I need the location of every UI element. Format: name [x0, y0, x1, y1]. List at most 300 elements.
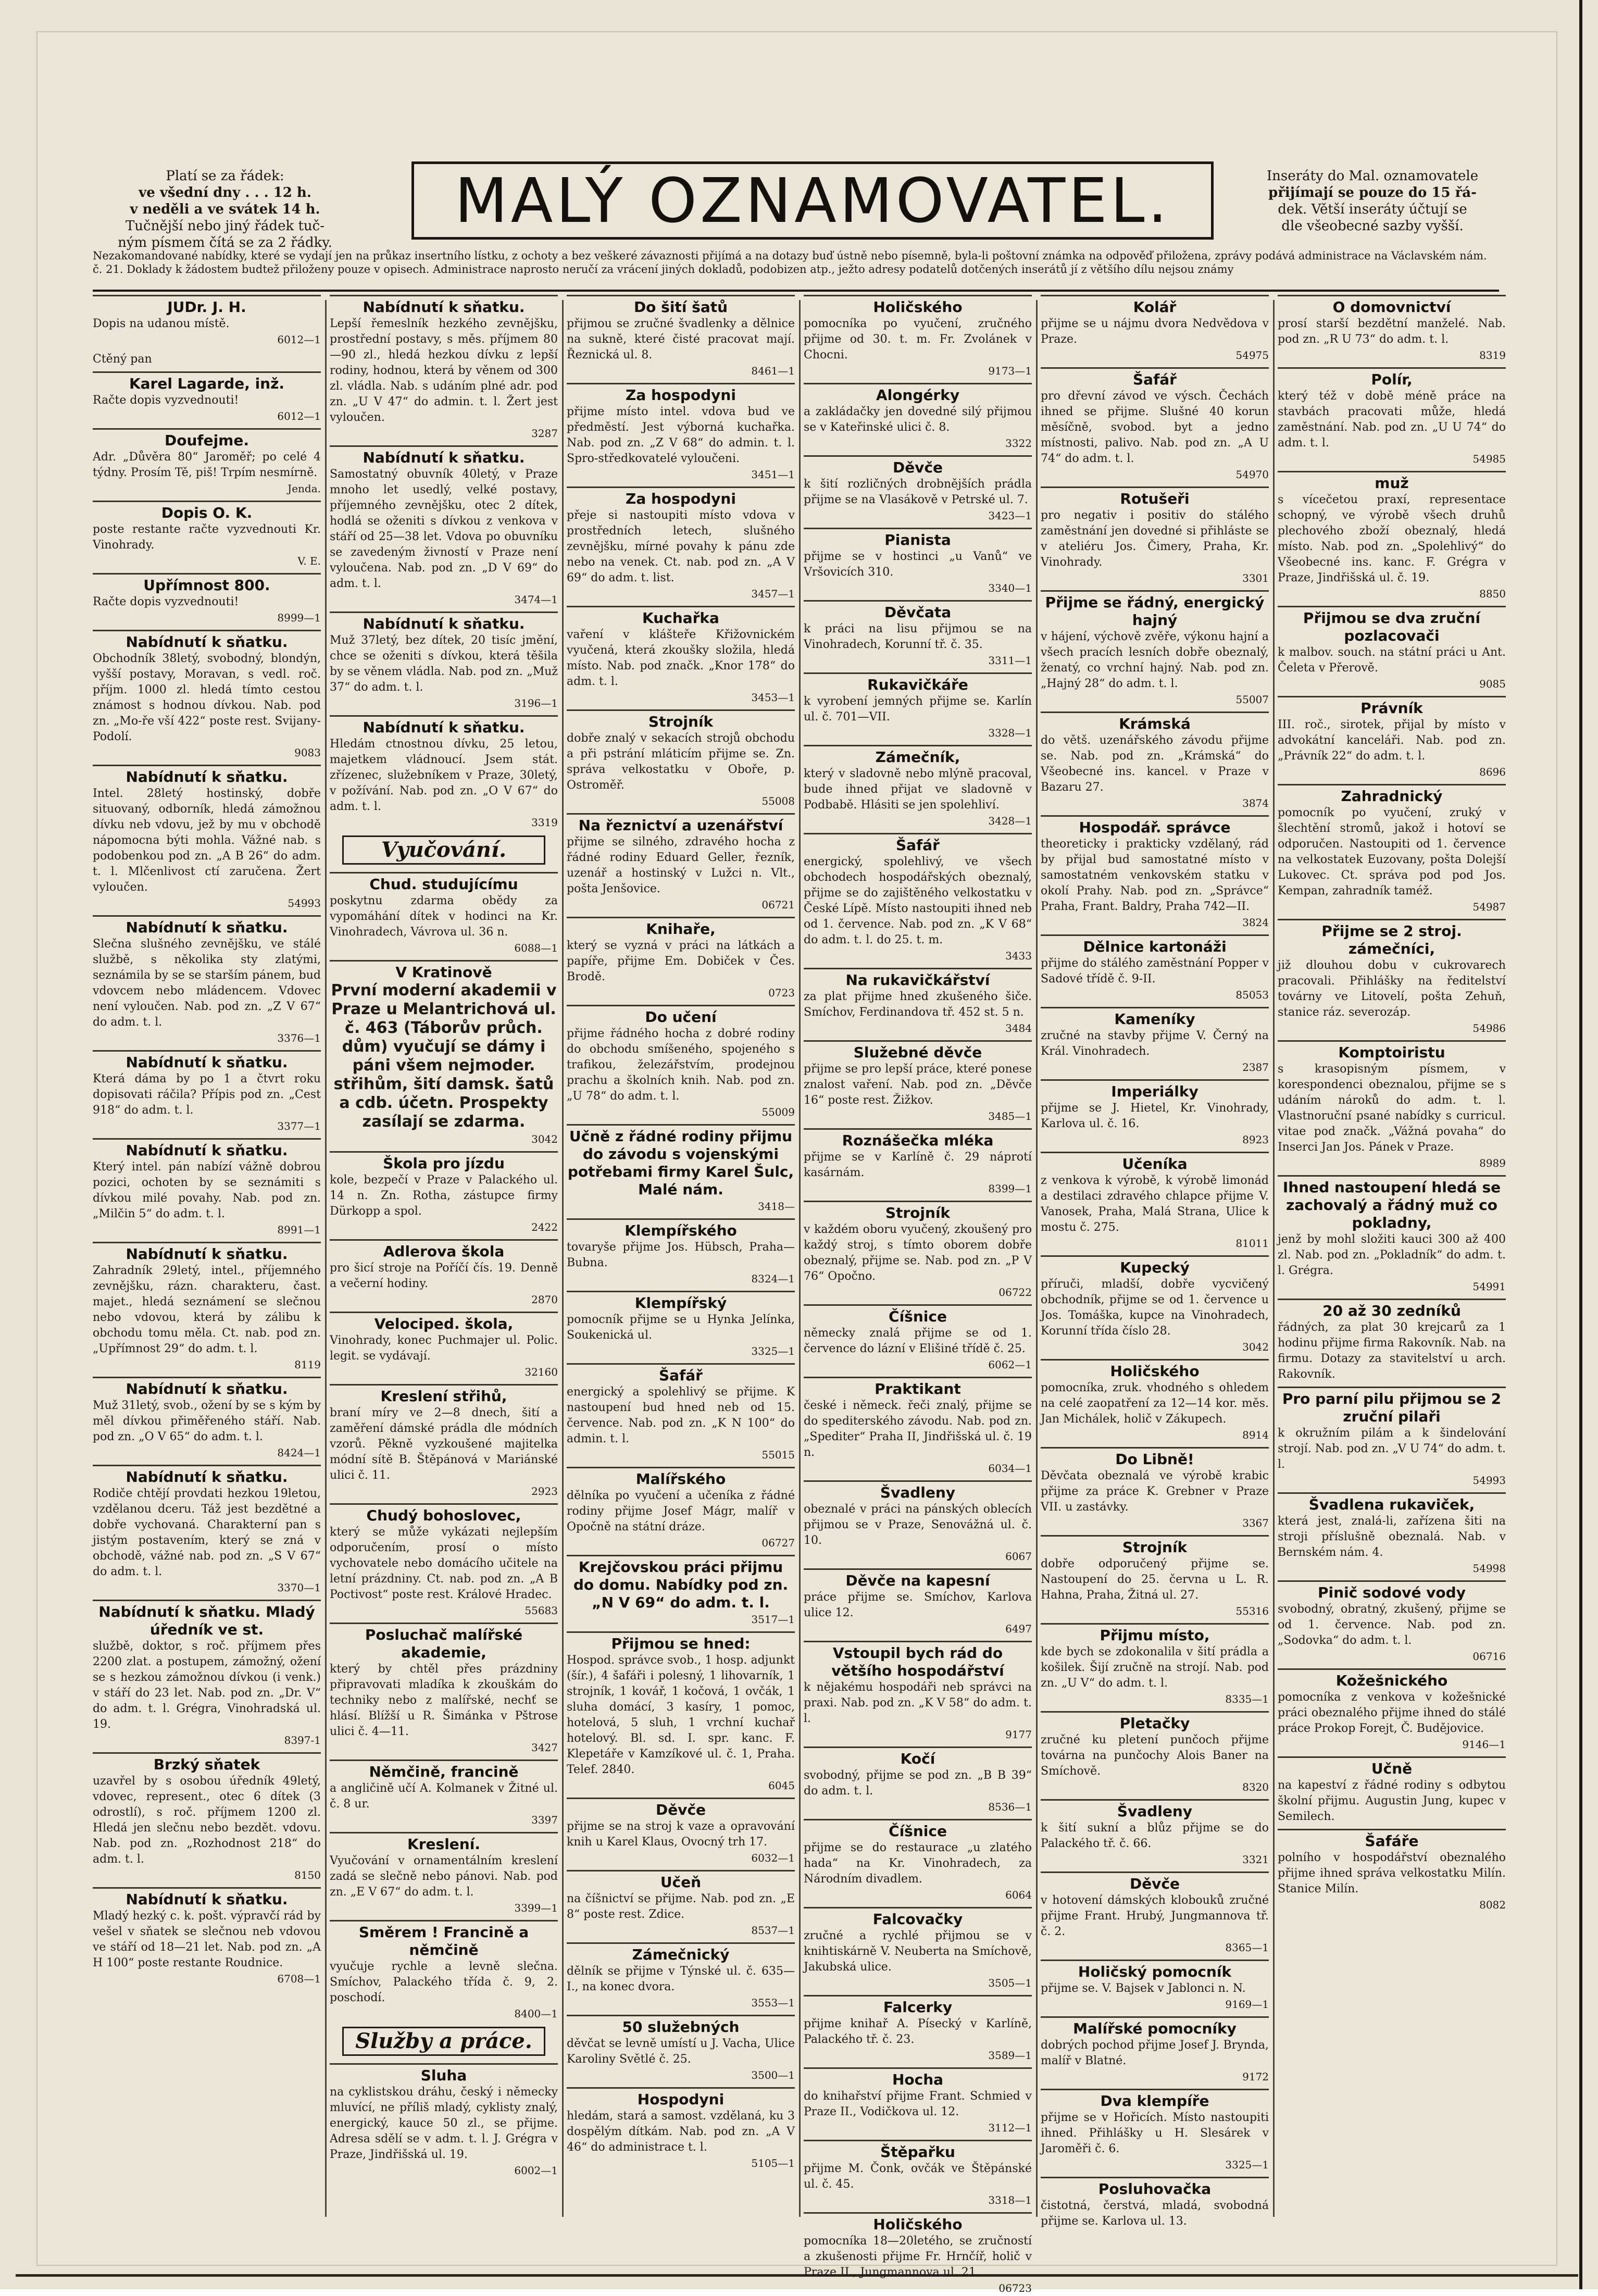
ad-heading: Alongérky: [804, 383, 1032, 404]
ad-heading: Zámečnický: [567, 1942, 795, 1964]
classified-ad: [567, 1555, 795, 1627]
ad-heading: Na rukavičkářství: [804, 968, 1032, 989]
ad-heading: Holičského: [804, 2212, 1032, 2233]
ad-code: 3318—1: [988, 2194, 1032, 2206]
ad-heading: muž: [1278, 471, 1506, 492]
classified-ad: [93, 371, 321, 424]
ad-heading: Klempířského: [567, 1218, 795, 1240]
ad-text: k malbov. souch. na státní práci u Ant. Čeleta v Přerově.: [1278, 646, 1506, 675]
ad-text: jenž by mohl složiti kauci 300 až 400 zl. Nab. pod zn. „Pokladník“ do adm. t. l. Grégra.: [1278, 1233, 1506, 1277]
ad-text: Dopis na udanou místě.: [93, 317, 230, 330]
ad-text: tovaryše přijme Jos. Hübsch, Praha—Bubna.: [567, 1241, 795, 1269]
classified-ad: [1278, 1040, 1506, 1171]
ad-heading: Posluhovačka: [1041, 2177, 1269, 2198]
classified-ad: [567, 383, 795, 482]
ad-text: pomocník po vyučení, zruký v šlechtění stromů, jakož i hotoví se odporučen. Nastoupiti od 1. července na velkostatek Euzovany, pošta Dolejší Lukovec. Ct. správa pod pod Jos. Kempan, zahradník taméž.: [1278, 806, 1506, 897]
ad-text: pomocníka, zruk. vhodného s ohledem na celé zaopatření za 12—14 kor. měs. Jan Michálek, holič v Zákupech.: [1041, 1381, 1269, 1426]
ad-heading: Přijmou se hned:: [567, 1631, 795, 1653]
classified-ad: [93, 1377, 321, 1461]
ad-code: 8335—1: [1225, 1693, 1269, 1705]
ad-heading: Nabídnutí k sňatku.: [330, 295, 558, 316]
ad-heading: Učeň: [567, 1870, 795, 1891]
ad-code: 3457—1: [751, 588, 795, 600]
ad-heading: Posluchač malířské akademie,: [330, 1623, 558, 1662]
ad-code: 54986: [1472, 1022, 1506, 1034]
classified-ad: [804, 1040, 1032, 1124]
classified-ad: [804, 1304, 1032, 1372]
ad-heading: Sluha: [330, 2063, 558, 2085]
ad-heading: Klempířský: [567, 1291, 795, 1312]
ad-code: 55316: [1235, 1605, 1269, 1617]
ad-code: 6012—1: [277, 333, 321, 346]
ad-code: 3453—1: [751, 691, 795, 704]
ad-text: Muž 37letý, bez dítek, 20 tisíc jmění, chce se oženiti s dívkou, která těšila by se věnem vládla. Nab. pod zn. „Muž 37“ do adm. t. l.: [330, 634, 558, 694]
ad-heading: Nabídnutí k sňatku.: [330, 445, 558, 467]
classified-ad: [93, 1138, 321, 1238]
ad-text: na cyklistskou dráhu, český i německy mluvící, ne příliš mladý, cyklisty znalý, energický, kauce 50 zl., se přijme. Adresa sdělí se v adm. t. l. J. Grégra v Praze, Jindřišská ul. 19.: [330, 2086, 558, 2161]
ad-text: z venkova k výrobě, k výrobě limonád a destilaci zdravého chlapce přijme V. Vanosek, Praha, Malá Strana, Ulice k mostu č. 275.: [1041, 1174, 1269, 1234]
ad-heading: Učeníka: [1041, 1152, 1269, 1173]
terms-line: dek. Větší inseráty účtují se: [1278, 202, 1467, 217]
ad-code: 8914: [1242, 1429, 1269, 1441]
ad-code: 6045: [768, 1779, 795, 1792]
ad-column-6: [1278, 295, 1506, 2222]
ad-text: Muž 31letý, svob., ožení by se s kým by měl dívkou přiměřeného stáří. Nab. pod zn. „O V 65“ do adm. t. l.: [93, 1399, 321, 1443]
classified-ad: [567, 1942, 795, 2011]
ad-code: 3423—1: [988, 509, 1032, 522]
ad-heading: Kreslení střihů,: [330, 1384, 558, 1405]
ad-text: poste restante račte vyzvednouti Kr. Vinohrady.: [93, 523, 321, 552]
ad-heading: Přijmou se dva zruční pozlacovači: [1278, 606, 1506, 645]
classified-ad: [93, 630, 321, 760]
classified-ad: [567, 2087, 795, 2171]
classified-ad: [93, 1887, 321, 1987]
ad-heading: Malířské pomocníky: [1041, 2016, 1269, 2038]
ad-heading: Dopis O. K.: [93, 501, 321, 522]
ad-text: řádných, za plat 30 krejcarů za 1 hodinu přijme firma Rakovník. Nab. na firmu. Dotazy za stavitelství u arch. Rakovník.: [1278, 1321, 1506, 1381]
ad-text: přijme se pro lepší práce, které ponese znalost vaření. Nab. pod zn. „Děvče 16“ poste rest. Žižkov.: [804, 1063, 1032, 1107]
ad-heading: Imperiálky: [1041, 1079, 1269, 1101]
ad-code: 3340—1: [988, 582, 1032, 594]
classified-ad: [567, 709, 795, 809]
ad-text: dobrých pochod přijme Josef J. Brynda, malíř v Blatné.: [1041, 2039, 1269, 2067]
ad-heading: JUDr. J. H.: [93, 295, 321, 316]
classified-ad: [567, 295, 795, 379]
ad-text: přeje si nastoupiti místo vdova v prostředních letech, slušného zevnějšku, mírné povahy k pánu zde nebo na venek. Ct. nab. pod zn. „A V 69“ do adm. t. list.: [567, 509, 795, 584]
ad-text: a zakládačky jen dovedné silý přijmou se v Kateřinské ulici č. 8.: [804, 405, 1032, 434]
classified-ad: [804, 2067, 1032, 2136]
ad-text: v každém oboru vyučený, zkoušený pro každý stroj, s tímto oborem dobře obeznalý, přijme se. Nab. pod zn. „P V 76“ Opočno.: [804, 1223, 1032, 1283]
ad-code: 85053: [1235, 989, 1269, 1001]
ad-heading: Chud. studujícímu: [330, 872, 558, 893]
ad-code: 3042: [1242, 1341, 1269, 1353]
classified-ad: [93, 1600, 321, 1748]
ad-heading: Kuchařka: [567, 606, 795, 627]
ad-text: za plat přijme hned zkušeného šiče. Smíchov, Ferdinandova tř. 452 st. 5 n.: [804, 990, 1032, 1019]
classified-ad: [330, 960, 558, 1147]
classified-ad: [804, 2140, 1032, 2208]
classified-ad: [330, 872, 558, 956]
ad-code: 55007: [1235, 693, 1269, 706]
classified-ad: [1278, 1668, 1506, 1752]
ad-text: pomocníka po vyučení, zručného přijme od 30. t. m. Fr. Zvolánek v Chocni.: [804, 317, 1032, 361]
ad-code: 3517—1: [751, 1613, 795, 1626]
ad-column-4: [804, 295, 1032, 2294]
ad-heading: Vstoupil bych rád do většího hospodářství: [804, 1641, 1032, 1680]
ad-text: pomocníka z venkova v kožešnické práci obeznalého přijme ihned do stálé práce Prokop Forejt, Č. Budějovice.: [1278, 1691, 1506, 1735]
ad-text: vaření v klášteře Křižovnickém vyučená, která zkoušky složila, hledá místo. Nab. pod značk. „Knor 178“ do adm. t. l.: [567, 628, 795, 688]
ad-code: 54998: [1472, 1562, 1506, 1575]
classified-ad: [567, 917, 795, 1001]
ad-code: 3553—1: [751, 1996, 795, 2009]
ad-heading: Nabídnutí k sňatku.: [93, 915, 321, 937]
ad-code: 3500—1: [751, 2069, 795, 2081]
ad-heading: Nabídnutí k sňatku.: [330, 612, 558, 633]
ad-heading: Kameníky: [1041, 1007, 1269, 1028]
ad-heading: Karel Lagarde, inž.: [93, 371, 321, 393]
ad-text: dělníka po vyučení a učeníka z řádné rodiny přijme Josef Mágr, malíř v Opočně na státní dráze.: [567, 1489, 795, 1533]
ad-text: přijme se do restaurace „u zlatého hada“ na Kr. Vinohradech, za Národním divadlem.: [804, 1841, 1032, 1886]
classified-ad: [567, 1218, 795, 1287]
ad-text: pomocníka 18—20letého, se zručností a zkušenosti přijme Fr. Hrnčíř, holič v Praze II., Jungmannova ul. 21.: [804, 2235, 1032, 2279]
classified-ad: [1278, 784, 1506, 915]
ad-text: do větš. uzenářského závodu přijme se. Nab. pod zn. „Krámská“ do Všeobecné ins. kancel. v Praze v Bazaru 27.: [1041, 734, 1269, 794]
classified-ad: [1041, 815, 1269, 930]
classified-ad: [1278, 696, 1506, 780]
ad-text: svobodný, přijme se pod zn. „B B 39“ do adm. t. l.: [804, 1769, 1032, 1798]
ad-code: 9173—1: [988, 365, 1032, 377]
ad-heading: Učně z řádné rodiny přijmu do závodu s vojenskými potřebami firmy Karel Šulc, Malé nám.: [567, 1124, 795, 1199]
classified-ad: [330, 1151, 558, 1235]
ad-code: 9083: [294, 746, 321, 759]
classified-ad: [93, 765, 321, 911]
ad-code: 3484: [1005, 1022, 1032, 1034]
ad-text: k nějakému hospodáři neb správci na praxi. Nab. pod zn. „K V 58“ do adm. t. l.: [804, 1681, 1032, 1725]
ad-code: 54993: [288, 897, 321, 909]
ad-heading: Nabídnutí k sňatku.: [93, 630, 321, 651]
ad-code: 06727: [761, 1537, 795, 1549]
ad-text: v hotovení dámských klobouků zručné přijme Frant. Hrubý, Jungmannova tř. č. 2.: [1041, 1894, 1269, 1938]
classified-ad: [567, 1291, 795, 1359]
ad-code: 8400—1: [514, 2007, 558, 2020]
ad-text: dobře znalý v sekacích strojů obchodu a při pstrání mláticím přijme se. Zn. správa velkostatku v Oboře, p. Ostroměř.: [567, 732, 795, 792]
ad-heading: Šafáře: [1278, 1829, 1506, 1850]
ad-text: energický, spolehlivý, ve všech obchodech hospodářských obeznalý, přijme se do zajištěného velkostatku v České Lípě. Místo nastoupiti ihned neb od 1. července. Nab. pod zn. „K V 68“ do adm. t. l. do 25. t. m.: [804, 855, 1032, 946]
ad-heading: Nabídnutí k sňatku.: [93, 1050, 321, 1071]
column-divider: [1036, 300, 1038, 2217]
classified-ad: [804, 672, 1032, 741]
ad-code: 2870: [531, 1293, 558, 1306]
ad-heading: Do učení: [567, 1005, 795, 1026]
ad-code: 6062—1: [988, 1358, 1032, 1371]
classified-ad: [1041, 367, 1269, 482]
ad-text: polního v hospodářství obeznalého přijme ihned správa velkostatku Milín. Stanice Milín.: [1278, 1851, 1506, 1895]
ad-heading: Holičský pomocník: [1041, 1960, 1269, 1981]
ad-code: 06723: [998, 2282, 1032, 2294]
classified-ad: [93, 501, 321, 569]
column-divider: [325, 300, 327, 2217]
ad-text: přijme se J. Hietel, Kr. Vinohrady, Karlova ul. č. 16.: [1041, 1102, 1269, 1130]
classified-ad: [804, 383, 1032, 451]
ad-text: do knihařství přijme Frant. Schmied v Praze II., Vodičkova ul. 12.: [804, 2090, 1032, 2118]
ad-text: Račte dopis vyzvednouti!: [93, 595, 239, 608]
ad-text: Lepší řemeslník hezkého zevnějšku, prostřední postavy, s měs. příjmem 80—90 zl., hledá hezkou dívku z lepší rodiny, hodnou, která by věnem od 300 zl. vládla. Nab. s udáním plné adr. pod zn. „U V 47“ do admin. t. l. Žert jest vyloučen.: [330, 317, 558, 424]
ad-heading: Učně: [1278, 1756, 1506, 1778]
administration-notice: Nezakomandované nabídky, které se vydají jen na průkaz insertního lístku, z ochoty a bez veškeré závaznosti přijímá a na dotazy buď ústně nebo písemně, byla-li poštovní známka na odpověď přiložena, zprávy podává administrace na Václavském nám. č. 21. Doklady k žádostem budtež přiloženy pouze v opisech. Administrace naprosto neručí za vrácení jiných dokladů, podobizen atp., ježto adresy podatelů dotčených inserátů jí z většího dílu nejsou známy: [93, 249, 1499, 292]
ad-text: obeznalé v práci na pánských oblecích přijmou se v Praze, Senovážná ul. č. 10.: [804, 1503, 1032, 1547]
ad-heading: Nabídnutí k sňatku. Mladý úředník ve st.: [93, 1600, 321, 1639]
terms-line: dle všeobecné sazby vyšší.: [1281, 218, 1464, 234]
classified-ad: [330, 1312, 558, 1380]
classified-ad: [93, 1050, 321, 1134]
ad-heading: Kožešnického: [1278, 1668, 1506, 1690]
classified-ad: [804, 1377, 1032, 1476]
ad-text: zručné ku pletení punčoch přijme továrna na punčochy Alois Baner na Smíchově.: [1041, 1733, 1269, 1778]
section-heading: Služby a práce.: [342, 2027, 545, 2056]
ad-text: který též v době méně práce na stavbách pracovati může, hledá zaměstnání. Nab. pod zn. „U U 74“ do adm. t. l.: [1278, 390, 1506, 450]
ad-code: 06721: [761, 899, 795, 911]
ad-text: Vyučování v ornamentálním kreslení zadá se slečně nebo pánovi. Nab. pod zn. „E V 67“ do adm. t. l.: [330, 1854, 558, 1899]
ad-code: 3311—1: [988, 654, 1032, 667]
ad-code: 6708—1: [277, 1973, 321, 1985]
ad-heading: Pianista: [804, 528, 1032, 549]
ad-text: k šití sukní a blůz přijme se do Palackého tř. č. 66.: [1041, 1821, 1269, 1850]
classified-ad: [804, 1128, 1032, 1196]
rates-line: Tučnější nebo jiný řádek tuč-: [125, 218, 325, 234]
classified-ad: [1041, 1711, 1269, 1795]
ad-heading: Falcovačky: [804, 1907, 1032, 1928]
classified-ad: [1041, 1007, 1269, 1075]
terms-line: Inseráty do Mal. oznamovatele: [1266, 168, 1479, 184]
ad-text: Zahradník 29letý, intel., příjemného zevnějšku, rázn. charakteru, čast. majet., hledá seznámení se slečnou nebo vdovou, která by zálibu k obchodu tomu měla. Ct. nab. pod zn. „Upřímnost 29“ do adm. t. l.: [93, 1264, 321, 1355]
ad-heading: Štěpařku: [804, 2140, 1032, 2161]
ad-code: 3322: [1005, 437, 1032, 450]
classified-ad: [93, 573, 321, 626]
ad-text: Ctěný pan: [93, 353, 152, 366]
classified-ad: [93, 352, 321, 367]
classified-ad: [567, 2015, 795, 2083]
classified-ad: [1041, 1799, 1269, 1867]
classified-ad: [1041, 1871, 1269, 1955]
ad-heading: Krámská: [1041, 712, 1269, 733]
ad-heading: Hospodář. správce: [1041, 815, 1269, 837]
ad-heading: Holičského: [1041, 1359, 1269, 1380]
ad-code: 8399—1: [988, 1182, 1032, 1195]
classified-ad: [330, 2063, 558, 2178]
ad-code: 9146—1: [1462, 1738, 1506, 1751]
ad-heading: Za hospodyni: [567, 383, 795, 404]
ad-code: 54993: [1472, 1474, 1506, 1487]
classified-ad: [1041, 2016, 1269, 2085]
classified-ad: [330, 1832, 558, 1916]
ad-text: pro negativ i positiv do stálého zaměstnání jen dovedné si přihláste se v ateliéru Jos. Čimery, Praha, Kr. Vinohrady.: [1041, 509, 1269, 569]
ad-code: 3451—1: [751, 468, 795, 481]
classified-ad: [93, 915, 321, 1046]
ad-heading: Děvčata: [804, 600, 1032, 621]
ad-heading: Holičského: [804, 295, 1032, 316]
ad-text: přijme knihař A. Písecký v Karlíně, Palackého tř. č. 23.: [804, 2017, 1032, 2046]
classified-ad: [1278, 1829, 1506, 1913]
classified-ad: [330, 295, 558, 441]
ad-code: 2923: [531, 1485, 558, 1498]
ad-heading: Číšnice: [804, 1304, 1032, 1326]
ad-text: čistotná, čerstvá, mladá, svobodná přijme se. Karlova ul. 13.: [1041, 2199, 1269, 2228]
ad-text: na kapeství z řádné rodiny s odbytou školní přijmu. Augustin Jung, kupec v Semilech.: [1278, 1779, 1506, 1823]
ad-column-3: [567, 295, 795, 2222]
ad-code: 81011: [1235, 1237, 1269, 1250]
classified-ad: [804, 968, 1032, 1036]
ad-text: dobře odporučený přijme se. Nastoupení do 25. června u L. R. Hahna, Praha, Žitná ul. 27.: [1041, 1557, 1269, 1602]
ad-heading: Směrem ! Francině a němčině: [330, 1920, 558, 1959]
ad-code: 3377—1: [277, 1120, 321, 1132]
ad-text: německy znalá přijme se od 1. července do lázní v Elišiné třídě č. 25.: [804, 1327, 1032, 1355]
classified-ad: [93, 1242, 321, 1372]
ad-text: dělník se přijme v Týnské ul. č. 635—I., na konec dvora.: [567, 1965, 795, 1993]
ad-text: v hájení, výchově zvěře, výkonu hajní a všech pracích lesních dobře obeznalý, ženatý, co vrchní hajný. Nab. pod zn. „Hajný 28“ do adm. t. l.: [1041, 630, 1269, 690]
classified-ad: [330, 1503, 558, 1618]
ad-code: 6088—1: [514, 942, 558, 954]
ad-code: 3399—1: [514, 1902, 558, 1914]
classified-ad: [567, 486, 795, 602]
ad-code: 9177: [1005, 1728, 1032, 1741]
ad-code: 3319: [531, 816, 558, 829]
ad-text: uzavřel by s osobou úředník 49letý, vdovec, represent., otec 6 dítek (3 odrostlí), s roč. příjmem 1200 zl. Hledá jen slečnu nebo bezdět. vdovu. Nab. pod zn. „Rozhodnost 218“ do adm. t. l.: [93, 1775, 321, 1866]
ad-heading: Komptoiristu: [1278, 1040, 1506, 1062]
ad-text: k vyrobení jemných přijme se. Karlín ul. č. 701—VII.: [804, 695, 1032, 723]
ad-code: 3376—1: [277, 1032, 321, 1044]
ad-text: prosí starší bezdětní manželé. Nab. pod zn. „R U 73“ do adm. t. l.: [1278, 317, 1506, 346]
ad-text: přijme se v Hořicích. Místo nastoupiti ihned. Přihlášky u H. Slesárek v Jaroměři č. 6.: [1041, 2111, 1269, 2155]
section-heading: Vyučování.: [342, 835, 545, 865]
classified-ad: [804, 455, 1032, 523]
ad-heading: Za hospodyni: [567, 486, 795, 508]
ad-text: Intel. 28letý hostinský, dobře situovaný, odborník, hledá zámožnou dívku neb vdovu, jež by mu v obchodě nápomocna býti mohla. Vážné nab. s podobenkou pod zn. „A B 26“ do adm. t. l. Mlčenlivost ctí zaručena. Žert vyloučen.: [93, 787, 321, 894]
ad-heading: Nabídnutí k sňatku.: [93, 1887, 321, 1908]
ad-heading: Do Libně!: [1041, 1447, 1269, 1468]
classified-ad: [1278, 919, 1506, 1036]
ad-heading: Škola pro jízdu: [330, 1151, 558, 1172]
ad-code: 54985: [1472, 453, 1506, 465]
ad-text: Obchodník 38letý, svobodný, blondýn, vyšší postavy, Moravan, s vedl. roč. příjm. 1000 zl. hledá tímto cestou známost s hodnou dívkou. Nab. pod zn. „Mo-ře vší 422“ poste rest. Svijany-Podolí.: [93, 652, 321, 743]
ad-heading: Šafář: [1041, 367, 1269, 389]
ad-code: 6497: [1005, 1623, 1032, 1635]
insertion-terms-box: [1253, 168, 1492, 234]
ad-heading: Strojník: [1041, 1535, 1269, 1556]
ad-heading: Chudý bohoslovec,: [330, 1503, 558, 1525]
ad-text: s krasopisným písmem, v korespondenci obeznalou, přijme se s udáním nároků do adm. t. l. Vlastnoruční psané nabídky s curricul. vitae pod značk. „Vážná povaha“ do Inserci Jan Jos. Pánek v Praze.: [1278, 1063, 1506, 1154]
scan-edge-right: [1579, 0, 1582, 2289]
ad-code: 6067: [1005, 1550, 1032, 1563]
ad-code: 8082: [1479, 1899, 1506, 1911]
ad-text: Rodiče chtějí provdati hezkou 19letou, vzdělanou dceru. Táž jest bezdětné a dobře vychovaná. Charakterní pan s jistým postavením, který se zná v obchodě, vážné nab. pod zn. „S V 67“ do adm. t. l.: [93, 1487, 321, 1578]
ad-text: na číšnictví se přijme. Nab. pod zn. „E 8“ poste rest. Zdice.: [567, 1892, 795, 1921]
ad-column-1: [93, 295, 321, 2222]
classified-ad: [567, 1631, 795, 1793]
ad-text: české i německ. řeči znalý, přijme se do spediterského závodu. Nab. pod zn. „Spediter“ Praha II, Jindřišská ul. č. 19 n.: [804, 1399, 1032, 1459]
classified-ad: [567, 1005, 795, 1120]
ad-code: 2387: [1242, 1061, 1269, 1074]
ad-text: přijme M. Čonk, ovčák ve Štěpánské ul. č. 45.: [804, 2162, 1032, 2191]
ad-text: práce přijme se. Smíchov, Karlova ulice 12.: [804, 1591, 1032, 1619]
ad-code: 3418—: [758, 1200, 795, 1213]
ad-heading: Kolář: [1041, 295, 1269, 316]
ad-code: 8365—1: [1225, 1941, 1269, 1954]
classified-ad: [1278, 1580, 1506, 1664]
ad-code: 8461—1: [751, 365, 795, 377]
column-divider: [562, 300, 564, 2217]
classified-ad: [1041, 2089, 1269, 2173]
classified-ad: [1278, 1756, 1506, 1825]
ad-text: přijme se na stroj k vaze a opravování knih u Karel Klaus, Ovocný trh 17.: [567, 1820, 795, 1849]
ad-heading: Švadlena rukaviček,: [1278, 1492, 1506, 1514]
classified-ad: [330, 445, 558, 607]
ad-code: 55015: [761, 1449, 795, 1461]
ad-heading: Strojník: [567, 709, 795, 731]
ad-text: Adr. „Důvěra 80“ Jaroměř; po celé 4 týdny. Prosím Tě, piš! Trpím nesmírně.: [93, 451, 321, 479]
ad-code: 55008: [761, 795, 795, 807]
ad-text: Děvčata obeznalá ve výrobě krabic přijme za práce K. Grebner v Praze VII. u zastávky.: [1041, 1469, 1269, 1514]
ad-heading: Rukavičkáře: [804, 672, 1032, 694]
ad-code: 8923: [1242, 1133, 1269, 1146]
classified-ad: [1278, 1387, 1506, 1488]
ad-text: kole, bezpečí v Praze v Palackého ul. 14 n. Zn. Rotha, zástupce firmy Dürkopp a spol.: [330, 1174, 558, 1218]
ad-heading: Doufejme.: [93, 428, 321, 450]
classified-ad: [1041, 2177, 1269, 2229]
ad-text: přijme do stálého zaměstnání Popper v Sadové třídě č. 9-II.: [1041, 957, 1269, 985]
classified-ad: [1041, 295, 1269, 363]
ad-code: V. E.: [297, 555, 321, 567]
ad-heading: V Kratinově: [330, 960, 558, 981]
ad-text: Samostatný obuvník 40letý, v Praze mnoho let usedlý, velké postavy, příjemného zevnějšku, otec 2 dítek, hodlá se oženiti s dívkou z venkova v stáří od 25—38 let. Vdova po obuvníku se zavedeným živností v Praze není vyloučena. Nab. pod zn. „D V 69“ do adm. t. l.: [330, 468, 558, 590]
ad-code: 06722: [998, 1286, 1032, 1299]
ad-code: 8850: [1479, 588, 1506, 600]
ad-heading: Malířského: [567, 1467, 795, 1488]
ad-heading: Právník: [1278, 696, 1506, 717]
classified-ad: [804, 1746, 1032, 1815]
ad-heading: Švadleny: [1041, 1799, 1269, 1820]
ad-code: 3589—1: [988, 2049, 1032, 2062]
ad-code: 3370—1: [277, 1581, 321, 1594]
classified-ad: [93, 1465, 321, 1595]
ad-heading: Strojník: [804, 1201, 1032, 1222]
ad-code: 6002—1: [514, 2164, 558, 2177]
terms-line: přijímají se pouze do 15 řá-: [1268, 185, 1477, 201]
ad-heading: Šafář: [567, 1363, 795, 1384]
ad-code: 3397: [531, 1814, 558, 1826]
ad-heading: Velociped. škola,: [330, 1312, 558, 1333]
ad-code: 55009: [761, 1106, 795, 1118]
ad-text: který by chtěl přes prázdniny připravovati mladíka k zkouškám do techniky nebo z malířské, nechť se hlásí. Blížší u R. Šimánka v Pštrose ulici č. 4—11.: [330, 1663, 558, 1738]
ad-code: 8999—1: [277, 612, 321, 624]
ad-heading: Nabídnutí k sňatku.: [93, 1377, 321, 1398]
ad-code: 3505—1: [988, 1977, 1032, 1989]
classified-ad: [93, 295, 321, 347]
ad-heading: Do šití šatů: [567, 295, 795, 316]
ad-text: přijme se silného, zdravého hocha z řádné rodiny Eduard Geller, řezník, uzenář a hostinský v Lužci n. Vlt., pošta Jenšovice.: [567, 835, 795, 895]
ad-heading: Adlerova škola: [330, 1239, 558, 1261]
ad-heading: Pletačky: [1041, 1711, 1269, 1732]
ad-code: 06716: [1472, 1650, 1506, 1663]
classified-ad: [1278, 606, 1506, 692]
ad-text: s vícečetou praxí, representace schopný, ve výrobě všech druhů plechového zboží obeznalý, hledá místo. Nab. pod zn. „Spolehlivý“ do Všeobecné ins. kanc. F. Grégra v Praze, Jindřišská ul. č. 19.: [1278, 493, 1506, 584]
ad-text: která jest, znalá-li, zařízena šiti na stroji příslušně obeznalá. Nab. v Bernském nám. 4.: [1278, 1515, 1506, 1559]
ad-heading: O domovnictví: [1278, 295, 1506, 316]
ad-code: 3321: [1242, 1853, 1269, 1866]
ad-code: 3427: [531, 1741, 558, 1754]
ad-text: poskytnu zdarma obědy za vypomáhání dítek v hodinci na Kr. Vinohradech, Vávrova ul. 36 n.: [330, 894, 558, 939]
ad-code: 3428—1: [988, 815, 1032, 827]
ad-heading: Nabídnutí k sňatku.: [330, 715, 558, 737]
